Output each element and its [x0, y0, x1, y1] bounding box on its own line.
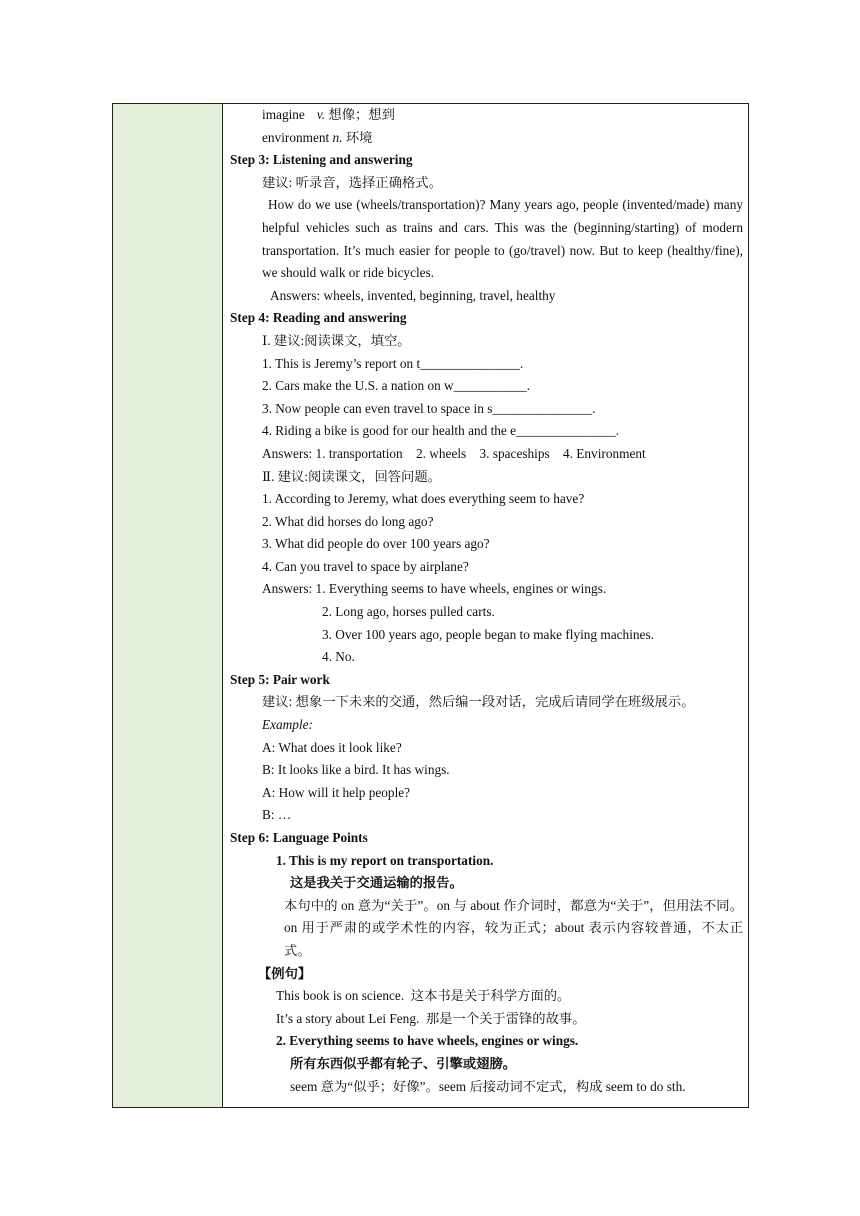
step3-title: Step 3: Listening and answering — [230, 152, 413, 168]
list-item: 3. Over 100 years ago, people began to make flying machines. — [322, 626, 654, 642]
step4-part1-answers: Answers: 1. transportation 2. wheels 3. spaceships 4. Environment — [262, 445, 646, 461]
step4-part2-head: Ⅱ. 建议:阅读课文，回答问题。 — [262, 468, 441, 484]
step4-part2-answers: Answers: 1. Everything seems to have wheels, engines or wings. — [262, 581, 607, 597]
dialogue-line: A: How will it help people? — [262, 784, 411, 800]
vocab-row: environment n. 环境 — [262, 129, 373, 145]
list-item: 4. Riding a bike is good for our health and the e_______________. — [262, 423, 620, 439]
step4-title: Step 4: Reading and answering — [230, 310, 407, 326]
list-item: 2. Long ago, horses pulled carts. — [322, 604, 495, 620]
dialogue-line: B: … — [262, 807, 292, 823]
list-item: 1. According to Jeremy, what does everything seem to have? — [262, 491, 585, 507]
list-item: 4. Can you travel to space by airplane? — [262, 558, 469, 574]
list-item: 3. Now people can even travel to space in s_______________. — [262, 400, 596, 416]
example-sentence: It’s a story about Lei Feng. 那是一个关于雷锋的故事。 — [276, 1010, 586, 1026]
step4-part1-head: Ⅰ. 建议:阅读课文，填空。 — [262, 332, 411, 348]
example-sentence: This book is on science. 这本书是关于科学方面的。 — [276, 988, 571, 1004]
dialogue-line: A: What does it look like? — [262, 739, 402, 755]
list-item: 3. What did people do over 100 years ago? — [262, 536, 490, 552]
table-left-column — [113, 104, 223, 1107]
point2-translation: 所有东西似乎都有轮子、引擎或翅膀。 — [290, 1055, 517, 1071]
list-item: 2. What did horses do long ago? — [262, 513, 434, 529]
vocab-row: imagine v. 想像；想到 — [262, 107, 395, 122]
step6-title: Step 6: Language Points — [230, 830, 368, 845]
step5-title: Step 5: Pair work — [230, 671, 330, 687]
step3-suggestion: 建议: 听录音，选择正确格式。 — [262, 174, 442, 190]
example-head: 【例句】 — [258, 965, 312, 981]
step5-suggestion: 建议: 想象一下未来的交通，然后编一段对话，完成后请同学在班级展示。 — [262, 694, 695, 710]
table-content-cell — [230, 104, 743, 1098]
point2-explanation: seem 意为“似乎；好像”。seem 后接动词不定式，构成 seem to do sth. — [290, 1078, 686, 1094]
point2-sentence: 2. Everything seems to have wheels, engines or wings. — [276, 1033, 579, 1049]
list-item: 2. Cars make the U.S. a nation on w___________. — [262, 378, 531, 394]
step3-answers: Answers: wheels, invented, beginning, travel, healthy — [270, 287, 556, 303]
point1-sentence: 1. This is my report on transportation. — [276, 852, 494, 868]
list-item: 4. No. — [322, 649, 355, 665]
step5-example-label: Example: — [262, 717, 313, 733]
dialogue-line: B: It looks like a bird. It has wings. — [262, 762, 450, 778]
point1-explanation: 本句中的 on 意为“关于”。on 与 about 作介词时，都意为“关于”，但用法不同。on 用于严肃的或学术性的内容，较为正式；about 表示内容较普通，不太正式。 — [284, 897, 743, 958]
lesson-table — [112, 103, 749, 1108]
point1-translation: 这是我关于交通运输的报告。 — [290, 875, 463, 891]
step3-passage: How do we use (wheels/transportation)? Many years ago, people (invented/made) many helpful vehicles such as trains and cars. This was the (beginning/starting) of modern transportation. It’s much easier for people to (go/travel) now. But to keep (healthy/fine), we should walk or ride bicycles. — [262, 197, 743, 281]
list-item: 1. This is Jeremy’s report on t_______________. — [262, 355, 524, 371]
